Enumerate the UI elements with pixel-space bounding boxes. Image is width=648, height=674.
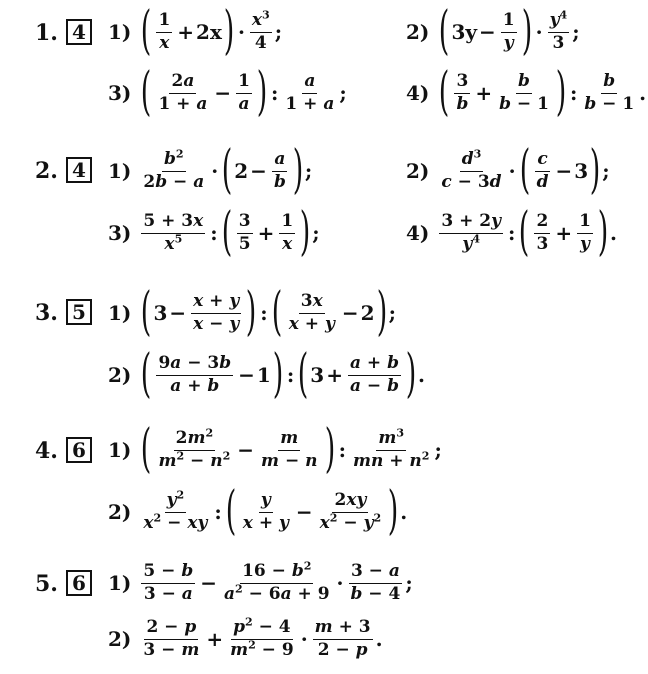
minus-sign: − — [214, 81, 232, 105]
points-box-5: 6 — [66, 570, 92, 596]
semicolon: ; — [388, 301, 396, 325]
fraction: $\frac{3x}{x + y}$ — [288, 290, 335, 334]
paren-open: ( — [519, 202, 530, 262]
semicolon: ; — [339, 81, 347, 105]
fraction: $\frac{c}{d}$ — [536, 148, 549, 192]
p2-expr-1 — [108, 140, 313, 200]
fraction: $\frac{1}{y}$ — [502, 9, 515, 53]
item-label: 2) — [108, 627, 132, 651]
p4-expr-1 — [108, 419, 442, 479]
fraction: $\frac{2 - p}{3 - m}$ — [143, 616, 200, 660]
fraction: $\frac{3}{b}$ — [456, 70, 469, 114]
paren-open: ( — [141, 344, 152, 404]
paren-close: ) — [299, 202, 311, 262]
p1-expr-3 — [108, 62, 347, 122]
semicolon: ; — [405, 571, 413, 595]
item-label: 2) — [108, 500, 132, 524]
minus-sign: − — [250, 159, 267, 183]
term: 2x — [196, 20, 222, 44]
term: 3 — [153, 301, 168, 325]
paren-close: ) — [555, 62, 567, 122]
p5-expr-1 — [108, 558, 413, 608]
paren-open: ( — [141, 62, 152, 122]
paren-open: ( — [141, 1, 152, 61]
fraction: $\frac{2xy}{x^2 - y^2}$ — [319, 489, 382, 533]
paren-close: ) — [272, 344, 284, 404]
term: 1 — [256, 363, 271, 387]
p2-expr-3 — [108, 202, 320, 262]
fraction: $\frac{1}{x}$ — [281, 210, 294, 254]
p1-expr-1 — [108, 1, 283, 61]
p1-expr-4 — [406, 62, 647, 122]
semicolon: ; — [434, 438, 442, 462]
period: . — [375, 627, 383, 651]
paren-close: ) — [597, 202, 609, 262]
fraction: $\frac{x^3}{4}$ — [251, 8, 270, 53]
fraction: $\frac{b}{b - 1}$ — [584, 70, 635, 114]
problem-number-5: 5. — [35, 571, 58, 597]
fraction: $\frac{b^2}{2b - a}$ — [143, 147, 205, 192]
fraction: $\frac{1}{a}$ — [238, 70, 250, 114]
fraction: $\frac{9a - 3b}{a + b}$ — [158, 352, 232, 396]
fraction: $\frac{y^2}{x^2 - xy}$ — [143, 488, 208, 533]
period: . — [418, 363, 425, 387]
minus-sign: − — [555, 159, 573, 183]
fraction: $\frac{m}{m - n}$ — [261, 427, 318, 471]
period: . — [609, 221, 617, 245]
fraction: $\frac{2}{3}$ — [536, 210, 549, 254]
minus-sign: − — [478, 20, 496, 44]
plus-sign: + — [177, 20, 195, 44]
paren-open: ( — [221, 140, 233, 200]
minus-sign: − — [341, 301, 359, 325]
dot-sign: · — [237, 20, 245, 44]
points-box-1: 4 — [66, 19, 92, 45]
term: 3 — [574, 159, 589, 183]
colon-sign: : — [508, 221, 516, 245]
term: 2 — [234, 159, 249, 183]
fraction: $\frac{b}{b - 1}$ — [499, 70, 549, 114]
colon-sign: : — [271, 81, 279, 105]
item-label: 1) — [108, 301, 132, 325]
plus-sign: + — [257, 221, 275, 245]
colon-sign: : — [569, 81, 578, 105]
item-label: 1) — [108, 20, 132, 44]
fraction: $\frac{y}{x + y}$ — [242, 489, 289, 533]
dot-sign: · — [535, 20, 543, 44]
paren-open: ( — [271, 282, 282, 342]
fraction: $\frac{2m^2}{m^2 - n^2}$ — [158, 426, 231, 471]
fraction: $\frac{x + y}{x - y}$ — [193, 290, 240, 334]
semicolon: ; — [312, 221, 320, 245]
points-box-2: 4 — [66, 157, 92, 183]
problem-number-2: 2. — [35, 158, 58, 184]
item-label: 4) — [406, 81, 430, 105]
plus-sign: + — [475, 81, 493, 105]
colon-sign: : — [214, 500, 222, 524]
semicolon: ; — [572, 20, 580, 44]
points-box-3: 5 — [66, 299, 92, 325]
fraction: $\frac{3 + 2y}{y^4}$ — [441, 210, 502, 254]
p2-expr-2 — [406, 140, 610, 200]
item-label: 4) — [406, 221, 430, 245]
dot-sign: · — [300, 627, 308, 651]
item-label: 1) — [108, 159, 132, 183]
p1-expr-2 — [406, 1, 580, 61]
paren-open: ( — [141, 282, 152, 342]
fraction: $\frac{a + b}{a - b}$ — [349, 352, 399, 396]
semicolon: ; — [602, 159, 610, 183]
paren-open: ( — [141, 419, 152, 479]
term: 3 — [310, 363, 325, 387]
minus-sign: − — [169, 301, 187, 325]
minus-sign: − — [237, 438, 255, 462]
paren-close: ) — [589, 140, 601, 200]
dot-sign: · — [336, 571, 344, 595]
period: . — [400, 500, 408, 524]
colon-sign: : — [286, 363, 295, 387]
item-label: 1) — [108, 438, 132, 462]
item-label: 3) — [108, 221, 132, 245]
fraction: $\frac{m^3}{mn + n^2}$ — [352, 426, 430, 471]
dot-sign: · — [508, 159, 516, 183]
problem-number-1: 1. — [35, 20, 58, 46]
minus-sign: − — [238, 363, 255, 387]
paren-open: ( — [439, 1, 450, 61]
plus-sign: + — [326, 363, 343, 387]
paren-close: ) — [246, 282, 257, 342]
colon-sign: : — [260, 301, 268, 325]
paren-close: ) — [521, 1, 532, 61]
item-label: 2) — [406, 159, 430, 183]
fraction: $\frac{3 - a}{b - 4}$ — [350, 560, 401, 604]
fraction: $\frac{2a}{1 + a}$ — [158, 70, 208, 114]
paren-open: ( — [221, 202, 232, 262]
fraction: $\frac{1}{y}$ — [579, 210, 591, 254]
term: 2 — [360, 301, 375, 325]
item-label: 3) — [108, 81, 132, 105]
paren-close: ) — [405, 344, 417, 404]
problem-number-4: 4. — [35, 438, 58, 464]
semicolon: ; — [274, 20, 283, 44]
paren-close: ) — [223, 1, 235, 61]
p2-expr-4 — [406, 202, 617, 262]
fraction: $\frac{y^4}{3}$ — [549, 8, 568, 53]
fraction: $\frac{16 - b^2}{a^2 - 6a + 9}$ — [223, 559, 330, 604]
paren-close: ) — [376, 282, 387, 342]
paren-close: ) — [292, 140, 304, 200]
fraction: $\frac{a}{1 + a}$ — [285, 70, 335, 114]
colon-sign: : — [338, 438, 346, 462]
paren-close: ) — [387, 481, 399, 541]
minus-sign: − — [200, 571, 217, 595]
period: . — [639, 81, 647, 105]
points-box-4: 6 — [66, 437, 92, 463]
problem-number-3: 3. — [35, 300, 58, 326]
dot-sign: · — [211, 159, 219, 183]
semicolon: ; — [304, 159, 313, 183]
minus-sign: − — [295, 500, 313, 524]
paren-close: ) — [324, 419, 335, 479]
fraction: $\frac{a}{b}$ — [273, 148, 286, 192]
plus-sign: + — [206, 627, 224, 651]
paren-open: ( — [297, 344, 309, 404]
fraction: $\frac{5 - b}{3 - a}$ — [143, 560, 194, 604]
fraction: $\frac{d^3}{c - 3d}$ — [441, 147, 502, 192]
term: 3y — [451, 20, 477, 44]
item-label: 2) — [406, 20, 430, 44]
fraction: $\frac{3}{5}$ — [238, 210, 251, 254]
fraction: $\frac{m + 3}{2 - p}$ — [314, 616, 371, 660]
plus-sign: + — [555, 221, 573, 245]
p5-expr-2 — [108, 614, 383, 664]
colon-sign: : — [210, 221, 218, 245]
fraction: $\frac{5 + 3x}{x^5}$ — [143, 210, 204, 254]
fraction: $\frac{1}{x}$ — [158, 9, 171, 53]
paren-open: ( — [439, 62, 450, 122]
paren-open: ( — [225, 481, 237, 541]
p3-expr-2 — [108, 344, 425, 404]
paren-open: ( — [519, 140, 530, 200]
item-label: 2) — [108, 363, 132, 387]
p4-expr-2 — [108, 481, 408, 541]
paren-close: ) — [256, 62, 268, 122]
fraction: $\frac{p^2 - 4}{m^2 - 9}$ — [230, 615, 294, 660]
p3-expr-1 — [108, 282, 396, 342]
item-label: 1) — [108, 571, 132, 595]
